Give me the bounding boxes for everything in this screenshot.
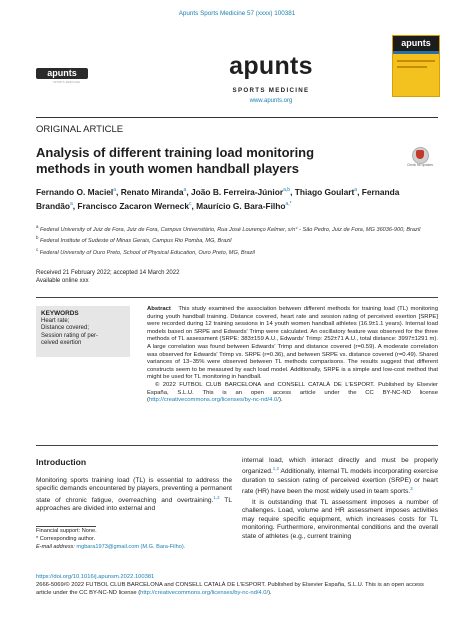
cover-title: apunts (393, 36, 439, 51)
abstract-label: Abstract (147, 306, 171, 312)
affiliation-item: $^b$ Federal Institute of Sudeste of Minas Gerais, Campus Rio Pomba, MG, Brazil (36, 235, 232, 245)
funding-note: Financial support: None. (36, 528, 97, 534)
affiliation-item: $^a$ Federal University of Juiz de Fora, Juiz de Fora, Campus Universitário, Rua José Lourenço Kelmer, s/n° - São Pedro, Juiz de Fora, MG 36036-900, Brazil (36, 224, 421, 233)
intro-text: Additionally, internal TL models incorporating exercise duration to session rating of perceived exertion (SRPE) or heart rate (HR) have been the most widely used in team sports. (242, 468, 438, 496)
header-divider (36, 117, 438, 118)
journal-title: apunts (229, 52, 313, 80)
abstract (147, 306, 438, 405)
online-date: Available online xxx (36, 278, 89, 285)
reference-link[interactable]: 3 (410, 486, 413, 492)
article-dates (36, 269, 336, 286)
author-affil-marker[interactable]: a,b (283, 187, 291, 193)
author-affil-marker[interactable]: a (183, 187, 187, 193)
corresponding-note: * Corresponding author. (36, 535, 96, 542)
author-affil-marker[interactable]: a,* (285, 201, 292, 208)
keywords-list (41, 318, 125, 348)
intro-column-left (36, 477, 232, 514)
cover-band (397, 66, 427, 68)
author-name[interactable]: João B. Ferreira-Júnior (190, 186, 284, 197)
check-for-updates-button[interactable] (402, 147, 438, 171)
intro-text: It is outstanding that TL assessment imposes a number of challenges. Load, volume and HR assessment imposes activities may require specific equipment, which increases costs for TL monitoring. Furthermore, environmental conditions and the overall state of athletes (e.g., current training (242, 499, 438, 540)
affiliation-list (36, 223, 438, 257)
author-list: Fernando O. Maciel$^a$, Renato Miranda$^a$, João B. Ferreira-Júnior$^{a,b}$, Thiago Goulart$^a$, Fernanda Brandão$^a$, Francisco Zacaron Werneck$^c$, Maurício G. Bara-Filho$^{a,*}$ (36, 186, 400, 212)
footnote-divider (36, 526, 96, 527)
reference-link[interactable]: 1,2 (213, 494, 220, 500)
author-affil-marker[interactable]: a (354, 187, 358, 193)
author-affil-marker[interactable]: a (113, 187, 117, 193)
author-name[interactable]: Francisco Zacaron Werneck (77, 201, 189, 212)
author-affil-marker[interactable]: a (69, 201, 73, 208)
crossmark-label: Check for updates (407, 163, 433, 167)
keywords-box (36, 306, 130, 357)
abstract-copyright-close: ). (278, 397, 283, 404)
author-affil-marker[interactable]: c (188, 201, 192, 208)
section-divider (36, 297, 438, 298)
author-name[interactable]: Fernanda Brandão (36, 186, 400, 212)
section-divider (36, 445, 438, 446)
intro-text: TL approaches are divided into external and (36, 497, 232, 513)
journal-cover-thumbnail (392, 35, 440, 97)
author-name[interactable]: Maurício G. Bara-Filho (196, 201, 286, 212)
keyword-item: Distance covered; (41, 325, 90, 332)
author-name[interactable]: Fernando O. Maciel (36, 186, 114, 197)
intro-text: Monitoring sports training load (TL) is essential to address the specific demands encountered by players, preventing a permanent state of chronic fatigue, overreaching and overtraining. (36, 477, 232, 504)
doi-block (36, 573, 438, 597)
license-link[interactable]: http://creativecommons.org/licenses/by-nc-nd/4.0/ (148, 397, 279, 404)
copyright-line: article under the CC BY-NC-ND license ( (36, 590, 141, 596)
journal-subtitle: SPORTS MEDICINE (232, 87, 310, 94)
keyword-item: ceived exertion (41, 340, 82, 347)
publisher-logo-subtitle: SPORTS MEDICINE (53, 81, 81, 84)
journal-citation[interactable]: Apunts Sports Medicine 57 (xxxx) 100381 (178, 10, 296, 17)
keyword-item: Session rating of per- (41, 332, 99, 339)
affiliation-item: $^c$ Federal University of Ouro Preto, School of Physical Education, Ouro Preto, MG, Brazil (36, 246, 255, 256)
article-title: Analysis of different training load monitoring methods in youth women handball players (36, 145, 315, 176)
cover-strip (393, 51, 439, 54)
cover-band (397, 60, 435, 62)
copyright-line: ). (268, 590, 272, 596)
author-name[interactable]: Thiago Goulart (294, 186, 355, 197)
intro-column-right (242, 457, 438, 541)
copyright-line: 2666-5069/© 2022 FUTBOL CLUB BARCELONA and CONSELL CATALÀ DE L'ESPORT. Published by Elsevier España, S.L.U. This is an open access (36, 582, 424, 588)
abstract-copyright: © 2022 FUTBOL CLUB BARCELONA and CONSELL CATALÀ DE L'ESPORT. Published by Elsevier España, S.L.U. This is an open access article under the CC BY-NC-ND license ( (147, 381, 438, 404)
email-link[interactable]: mgbara1973@gmail.com (M.G. Bara-Filho). (76, 543, 186, 550)
license-link[interactable]: http://creativecommons.org/licenses/by-nc-nd/4.0/ (140, 590, 269, 596)
crossmark-icon (412, 147, 429, 164)
journal-url-link[interactable]: www.apunts.org (249, 98, 293, 104)
footnotes (36, 528, 236, 551)
intro-text: internal load, which interact directly and must be properly organized. (242, 457, 438, 476)
keywords-heading: KEYWORDS (41, 310, 79, 317)
keyword-item: Heart rate; (41, 318, 70, 324)
received-date: Received 21 February 2022; accepted 14 March 2022 (36, 270, 180, 276)
journal-masthead (36, 20, 438, 114)
article-type: ORIGINAL ARTICLE (36, 124, 124, 135)
section-heading-introduction: Introduction (36, 457, 87, 467)
doi-link[interactable]: https://doi.org/10.1016/j.apunsm.2022.100381 (36, 574, 155, 580)
publisher-logo: apunts (36, 68, 88, 79)
email-label: E-mail address: (36, 543, 75, 550)
reference-link[interactable]: 1,2 (272, 466, 279, 472)
author-name[interactable]: Renato Miranda (120, 186, 184, 197)
abstract-text: This study examined the association between different methods for training load (TL) monitoring during youth handball training. Distance covered, heart rate and session rating of perceived exertion [SRPE] were recorded during 12 training sessions in 14 youth women handball athletes (16.9±1.1 years). Internal load models based on SRPE and Edwards' Trimp were calculated. An oscillatory feature was observed for the three methods of TL assessment (SRPE: 383±159 A.U., Edwards' Trimp: 252±71 A.U., total distance: 3997±1291 m). A large correlation was found between Edwards' Trimp and distance covered (r=0.59). A moderate correlation was observed for Edwards' Trimp vs. SRPE (r=0.36), and between SRPE vs. distance covered (r=0.49). Shared variances of 13−35% were observed between TL methods comparisons. The results suggest that different constructs seem to be measured by each load model. Additionally, SRPE is a simple and low-cost method that might be used for TL monitoring in handball. (147, 306, 438, 381)
